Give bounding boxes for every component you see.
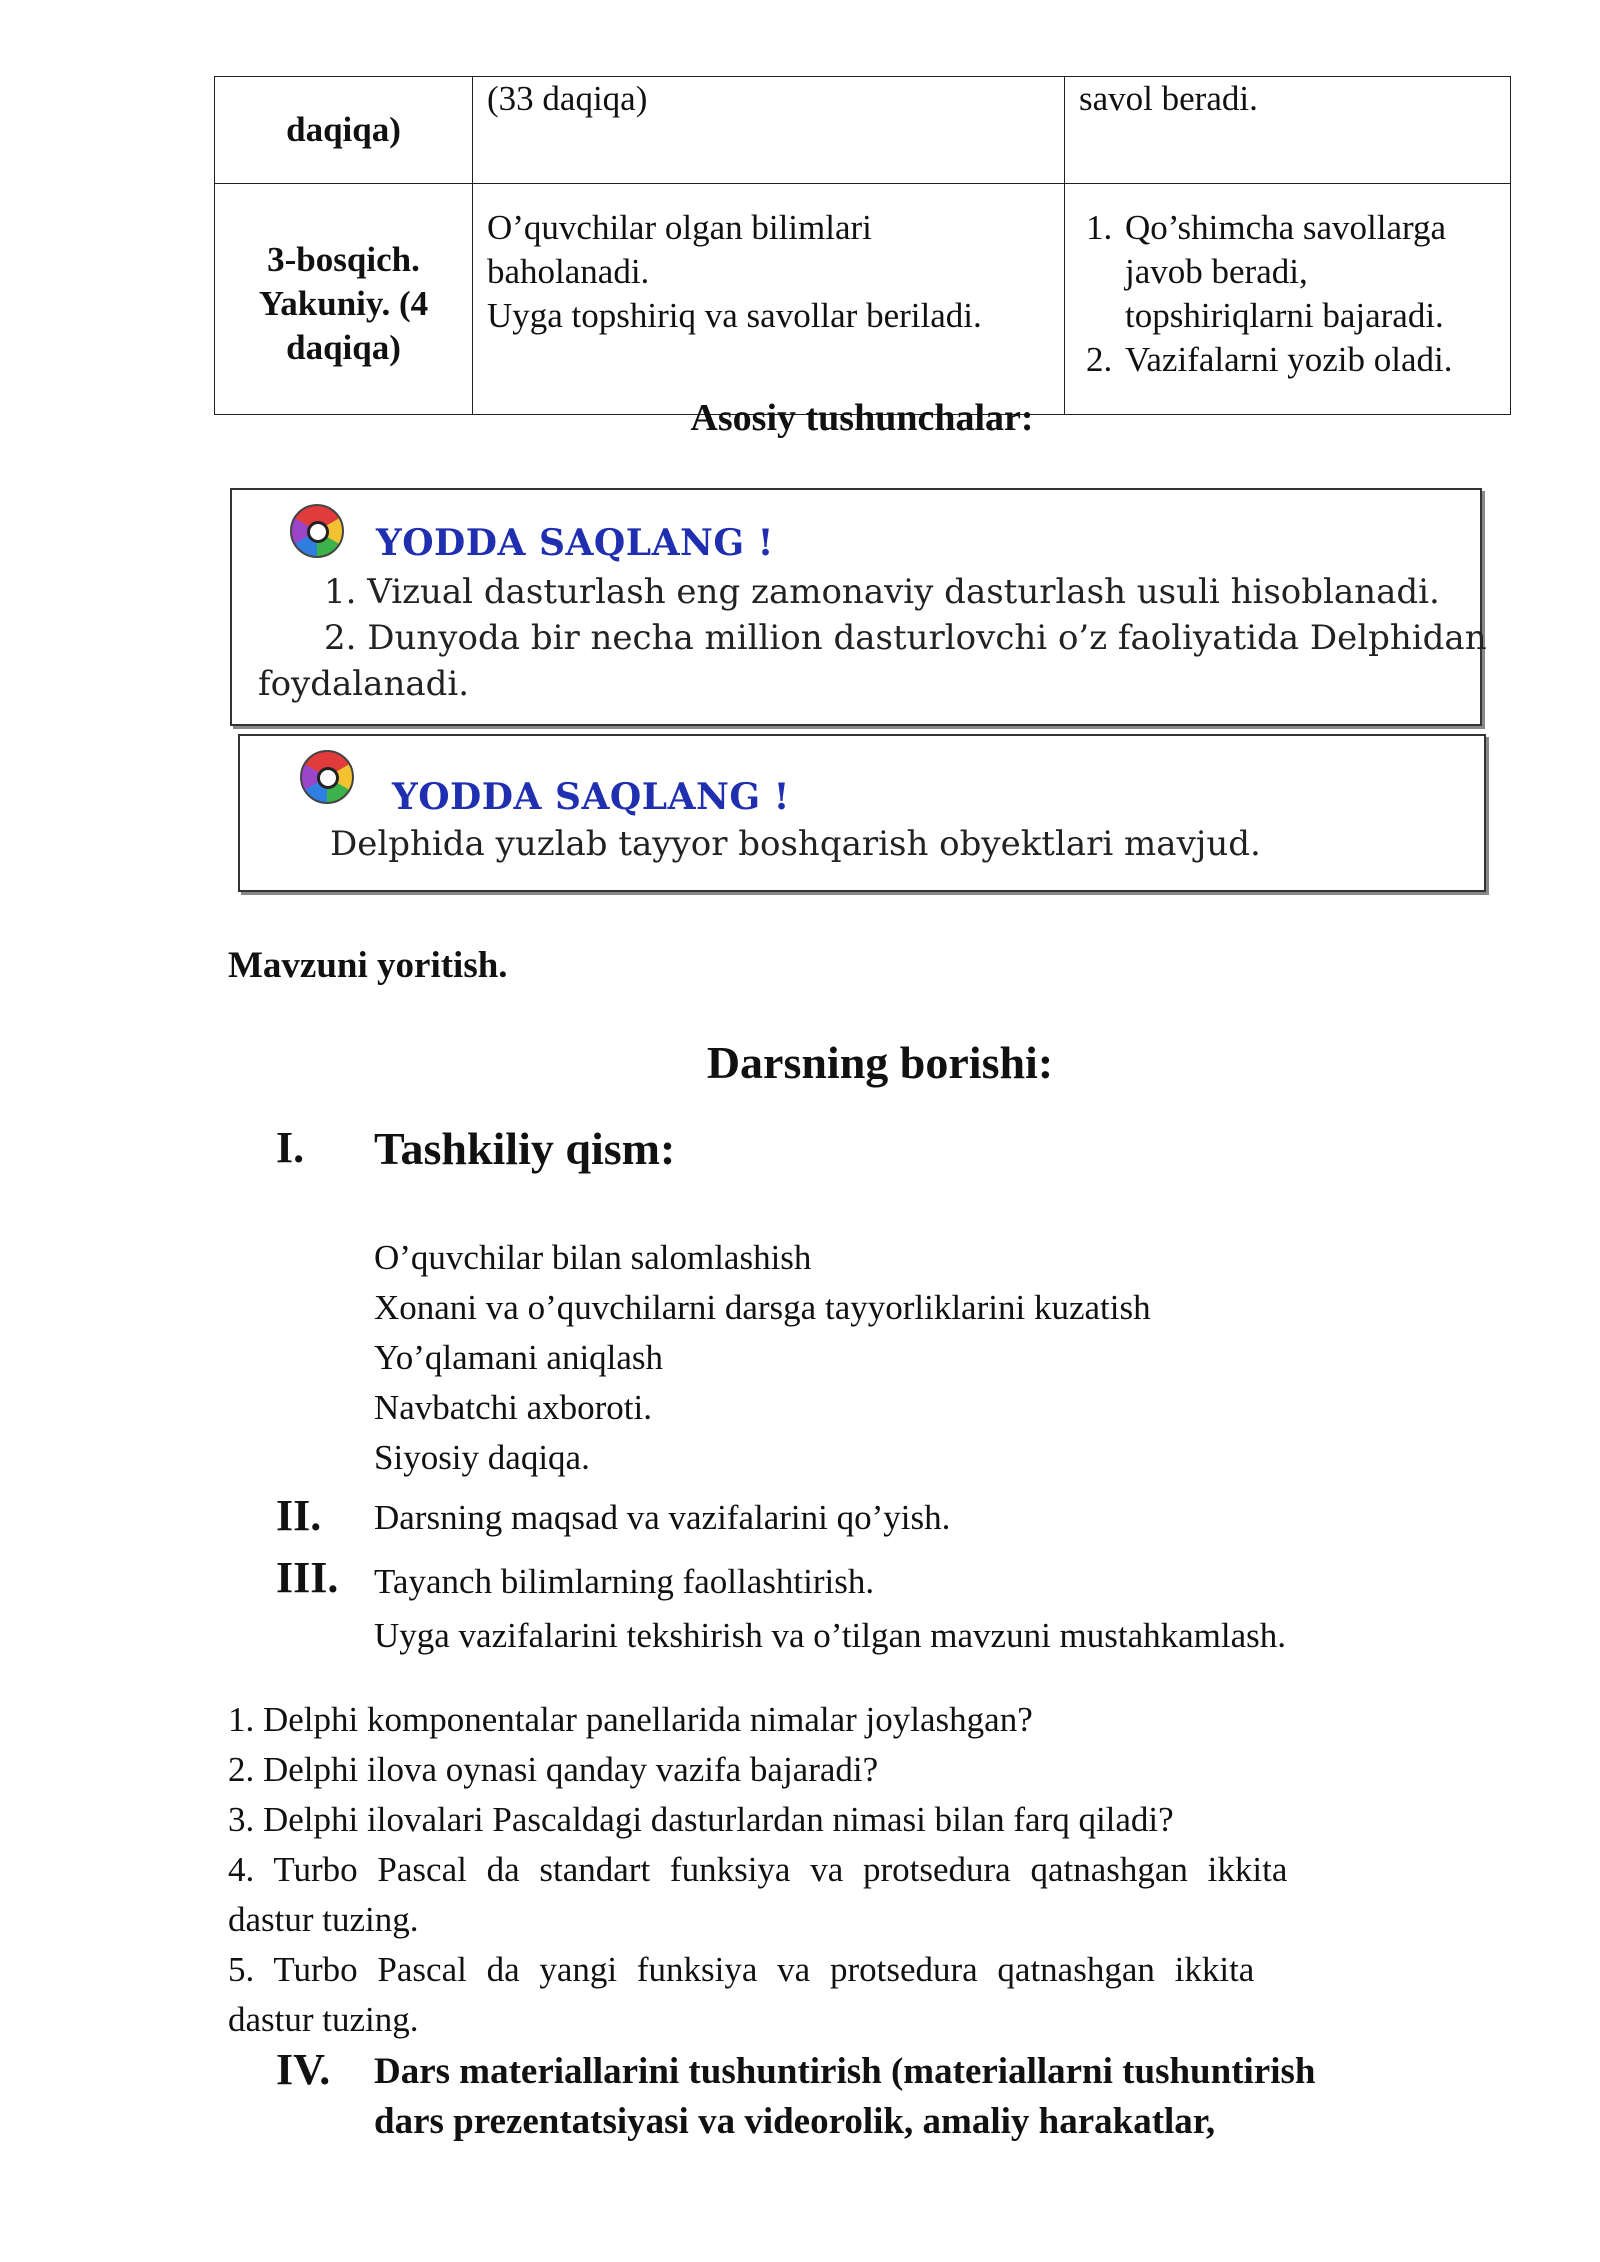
reminder-line: 1. Vizual dasturlash eng zamonaviy dasturlash usuli hisoblanadi. (324, 572, 1440, 612)
students-list (1075, 206, 1496, 382)
stage-cell: 3-bosqich. Yakuniy. (4 daqiqa) (215, 184, 473, 415)
list-item: Yo’qlamani aniqlash (374, 1338, 664, 1377)
stage-cell: daqiqa) (215, 77, 473, 184)
table-row (215, 184, 1511, 415)
question-line: 2. Delphi ilova oynasi qanday vazifa bajaradi? (228, 1750, 879, 1789)
question-line: 3. Delphi ilovalari Pascaldagi dasturlardan nimasi bilan farq qiladi? (228, 1800, 1174, 1839)
students-cell: savol beradi. (1065, 77, 1511, 184)
section-number: III. (276, 1553, 339, 1602)
lesson-plan-table (214, 76, 1511, 415)
students-cell (1065, 184, 1511, 415)
question-line: dastur tuzing. (228, 2000, 419, 2039)
table-row (215, 77, 1511, 184)
section-title: Tashkiliy qism: (374, 1123, 676, 1174)
reminder-box (238, 734, 1486, 892)
section-number: I. (276, 1123, 305, 1172)
list-item: 1. Qo’shimcha savollarga javob beradi, topshiriqlarni bajaradi. (1121, 206, 1496, 338)
teacher-cell: O’quvchilar olgan bilimlari baholanadi. Uyga topshiriq va savollar beriladi. (473, 184, 1065, 415)
section-text: Dars materiallarini tushuntirish (materiallarni tushuntirish (374, 2051, 1316, 2092)
concepts-title: Asosiy tushunchalar: (690, 397, 1034, 439)
teacher-cell: (33 daqiqa) (473, 77, 1065, 184)
section-number: IV. (276, 2045, 331, 2094)
list-item: Xonani va o’quvchilarni darsga tayyorliklarini kuzatish (374, 1288, 1151, 1327)
list-item: 2. Vazifalarni yozib oladi. (1121, 338, 1496, 382)
disc-icon (300, 750, 354, 804)
lesson-title: Darsning borishi: (706, 1037, 1054, 1088)
reminder-line: Delphida yuzlab tayyor boshqarish obyektlari mavjud. (330, 824, 1261, 864)
list-item: O’quvchilar bilan salomlashish (374, 1238, 812, 1277)
reminder-line: foydalanadi. (258, 664, 470, 704)
section-text: dars prezentatsiyasi va videorolik, amaliy harakatlar, (374, 2101, 1216, 2142)
reminder-heading: YODDA SAQLANG ! (392, 776, 790, 818)
reminder-box (230, 488, 1487, 726)
question-line: 1. Delphi komponentalar panellarida nimalar joylashgan? (228, 1700, 1033, 1739)
section-text: Uyga vazifalarini tekshirish va o’tilgan mavzuni mustahkamlash. (374, 1616, 1287, 1655)
topic-label: Mavzuni yoritish. (228, 945, 508, 986)
disc-icon (290, 504, 344, 558)
question-line: 5. Turbo Pascal da yangi funksiya va protsedura qatnashgan ikkita (228, 1950, 1255, 1989)
question-line: dastur tuzing. (228, 1900, 419, 1939)
list-item: Siyosiy daqiqa. (374, 1438, 590, 1477)
reminder-heading: YODDA SAQLANG ! (376, 522, 774, 564)
section-text: Darsning maqsad va vazifalarini qo’yish. (374, 1498, 951, 1537)
question-line: 4. Turbo Pascal da standart funksiya va protsedura qatnashgan ikkita (228, 1850, 1288, 1889)
reminder-line: 2. Dunyoda bir necha million dasturlovchi o’z faoliyatida Delphidan (324, 618, 1487, 658)
list-item: Navbatchi axboroti. (374, 1388, 652, 1427)
section-text: Tayanch bilimlarning faollashtirish. (374, 1562, 875, 1601)
section-number: II. (276, 1491, 322, 1540)
